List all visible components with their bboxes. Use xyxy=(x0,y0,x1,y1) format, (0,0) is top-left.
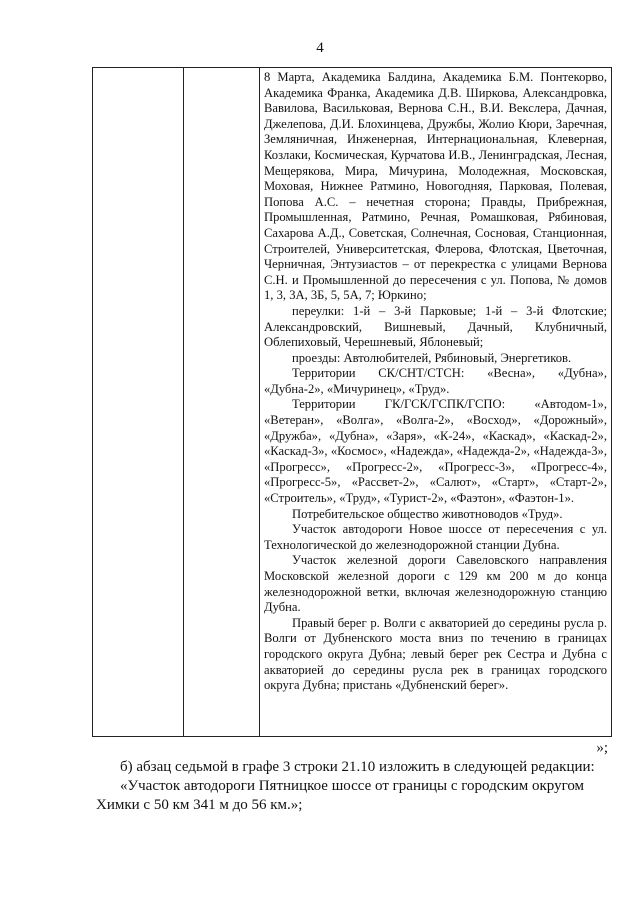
table-cell-col2 xyxy=(184,68,260,737)
cell-paragraph: Правый берег р. Волги с акваторией до середины русла р. Волги от Дубненского моста вниз по течению в границах городского округа Дубна; левый берег рек Сестра и Дубна с акваторией до середины русла рек в границах городского округа Дубна; пристань «Дубненский берег». xyxy=(264,615,607,693)
table-cell-col3 xyxy=(260,68,612,737)
quoted-paragraph xyxy=(96,777,608,815)
cell-paragraph: Территории ГК/ГСК/ГСПК/ГСПО: «Автодом-1», «Ветеран», «Волга», «Волга-2», «Восход», «Дорожный», «Дружба», «Дубна», «Заря», «К-24», «Каскад», «Каскад-2», «Каскад-3», «Космос», «Надежда», «Надежда-2», «Надежда-3», «Прогресс», «Прогресс-2», «Прогресс-3», «Прогресс-4», «Прогресс-5», «Рассвет-2», «Салют», «Старт», «Старт-2», «Строитель», «Труд», «Турист-2», «Фаэтон», «Фаэтон-1». xyxy=(264,397,607,506)
cell-paragraph: Потребительское общество животноводов «Труд». xyxy=(292,506,563,521)
quoted-line-1: «Участок автодороги Пятницкое шоссе от границы с городским округом xyxy=(120,778,585,794)
quoted-line-2: Химки с 50 км 341 м до 56 км.»; xyxy=(96,797,303,813)
cell-paragraph: проезды: Автолюбителей, Рябиновый, Энергетиков. xyxy=(292,350,572,365)
cell-paragraph: Участок железной дороги Савеловского направления Московской железной дороги с 129 км 200 м до конца железнодорожной ветки, включая железнодорожную станцию Дубна. xyxy=(264,553,607,615)
table-row xyxy=(93,68,612,737)
cell-paragraph: Территории СК/СНТ/СТСН: «Весна», «Дубна», «Дубна-2», «Мичуринец», «Труд». xyxy=(264,366,607,396)
table-cell-col1 xyxy=(93,68,184,737)
cell-paragraph: Участок автодороги Новое шоссе от пересечения с ул. Технологической до железнодорожной станции Дубна. xyxy=(264,522,607,552)
document-table xyxy=(92,67,612,737)
page-number: 4 xyxy=(316,40,324,56)
cell-paragraph: переулки: 1-й – 3-й Парковые; 1-й – 3-й Флотские; Александровский, Вишневый, Дачный, Клубничный, Облепиховый, Черешневый, Яблоневый; xyxy=(264,303,607,350)
cell-paragraph: 8 Марта, Академика Балдина, Академика Б.М. Понтекорво, Академика Франка, Академика Д.В. Ширкова, Александровка, Вавилова, Васильковая, Вернова С.Н., В.И. Векслера, Дачная, Джелепова, Д.И. Блохинцева, Дружбы, Жолио Кюри, Заречная, Земляничная, Инженерная, Интернациональная, Клеверная, Козлаки, Космическая, Курчатова И.В., Ленинградская, Лесная, Мещерякова, Мира, Мичурина, Молодежная, Московская, Моховая, Нижнее Ратмино, Новогодняя, Парковая, Полевая, Попова А.С. – нечетная сторона; Правды, Прибрежная, Промышленная, Ратмино, Речная, Ромашковая, Рябиновая, Сахарова А.Д., Советская, Солнечная, Сосновая, Станционная, Строителей, Университетская, Флерова, Флотская, Цветочная, Черничная, Энтузиастов – от перекрестка с улицами Вернова С.Н. и Промышленной до пересечения с ул. Попова, № домов 1, 3, 3А, 3Б, 5, 5А, 7; Юркино; xyxy=(264,70,607,303)
cell-text xyxy=(264,70,607,694)
closing-quote-mark: »; xyxy=(596,740,608,756)
paragraph-b: б) абзац седьмой в графе 3 строки 21.10 изложить в следующей редакции: xyxy=(120,759,595,775)
